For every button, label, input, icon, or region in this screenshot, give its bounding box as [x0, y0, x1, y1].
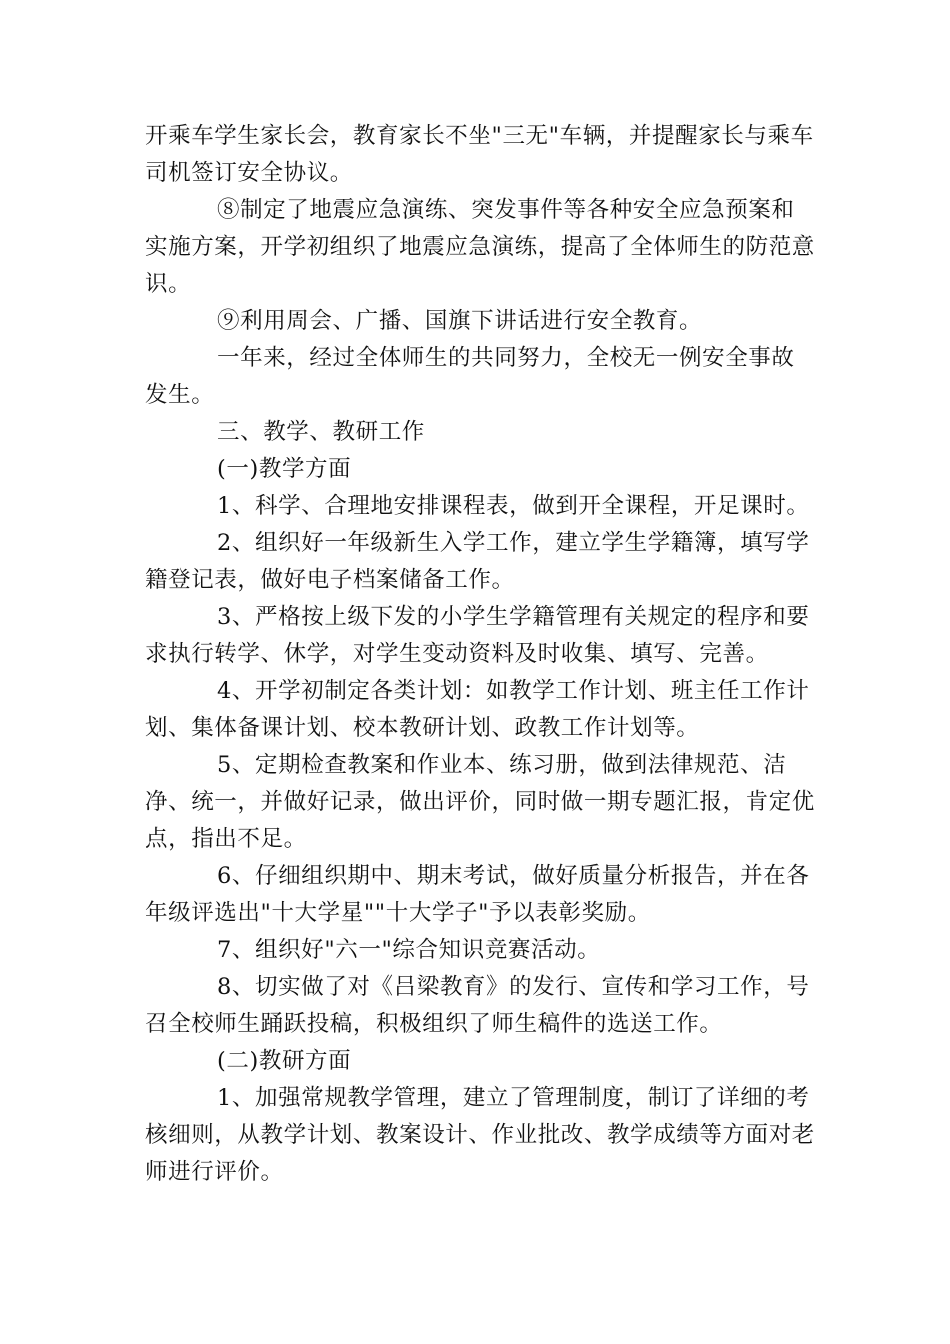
section-heading: 三、教学、教研工作	[217, 419, 425, 445]
subsection-heading: (一)教学方面	[217, 456, 352, 482]
document-body	[145, 118, 817, 1191]
paragraph: 一年来，经过全体师生的共同努力，全校无一例安全事故发生。	[145, 345, 795, 408]
list-item: 5、定期检查教案和作业本、练习册，做到法律规范、洁净、统一，并做好记录，做出评价，同时做一期专题汇报，肯定优点，指出不足。	[145, 752, 815, 852]
list-item: 1、科学、合理地安排课程表，做到开全课程，开足课时。	[217, 493, 810, 519]
list-item: 1、加强常规教学管理，建立了管理制度，制订了详细的考核细则，从教学计划、教案设计、作业批改、教学成绩等方面对老师进行评价。	[145, 1085, 815, 1185]
list-item: 3、严格按上级下发的小学生学籍管理有关规定的程序和要求执行转学、休学，对学生变动资料及时收集、填写、完善。	[145, 604, 810, 667]
list-item: 2、组织好一年级新生入学工作，建立学生学籍簿，填写学籍登记表，做好电子档案储备工作。	[145, 530, 810, 593]
list-item: 8、切实做了对《吕梁教育》的发行、宣传和学习工作，号召全校师生踊跃投稿，积极组织了师生稿件的选送工作。	[145, 974, 810, 1037]
paragraph: ⑧制定了地震应急演练、突发事件等各种安全应急预案和实施方案，开学初组织了地震应急演练，提高了全体师生的防范意识。	[145, 197, 815, 297]
paragraph: 开乘车学生家长会，教育家长不坐"三无"车辆，并提醒家长与乘车司机签订安全协议。	[145, 123, 814, 186]
paragraph: ⑨利用周会、广播、国旗下讲话进行安全教育。	[217, 308, 703, 334]
subsection-heading: (二)教研方面	[217, 1048, 352, 1074]
list-item: 6、仔细组织期中、期末考试，做好质量分析报告，并在各年级评选出"十大学星""十大学子"予以表彰奖励。	[145, 863, 810, 926]
list-item: 4、开学初制定各类计划：如教学工作计划、班主任工作计划、集体备课计划、校本教研计划、政教工作计划等。	[145, 678, 810, 741]
list-item: 7、组织好"六一"综合知识竞赛活动。	[217, 937, 601, 963]
